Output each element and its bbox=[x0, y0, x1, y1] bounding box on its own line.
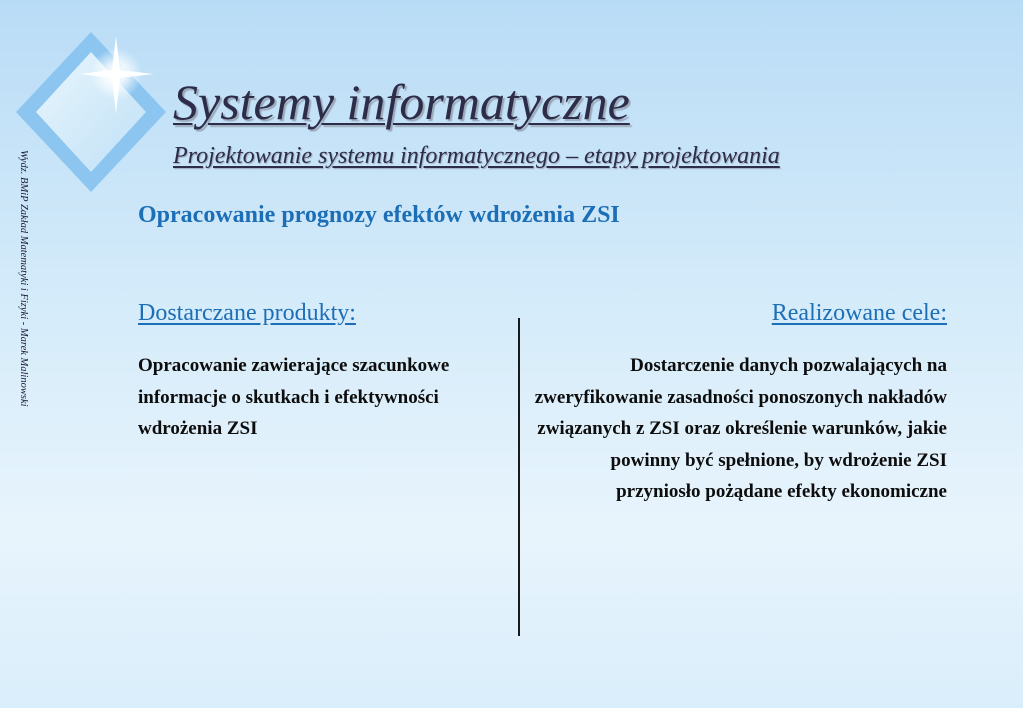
products-heading: Dostarczane produkty: bbox=[138, 300, 356, 326]
page-subtitle: Projektowanie systemu informatycznego – etapy projektowania bbox=[173, 143, 780, 169]
author-side-text: Wydz. BMiP Zakład Matematyki i Fizyki - Marek Malinowski bbox=[18, 150, 29, 407]
page-title: Systemy informatyczne bbox=[173, 74, 630, 130]
column-divider bbox=[518, 318, 520, 636]
goals-heading: Realizowane cele: bbox=[771, 300, 947, 326]
section-heading: Opracowanie prognozy efektów wdrożenia ZSI bbox=[138, 202, 620, 228]
products-text: Opracowanie zawierające szacunkowe informacje o skutkach i efektywności wdrożenia ZSI bbox=[138, 355, 450, 439]
diamond-star-logo-icon bbox=[8, 22, 178, 202]
goals-text: Dostarczenie danych pozwalających na zweryfikowanie zasadności ponoszonych nakładów związanych z ZSI oraz określenie warunków, jakie powinny być spełnione, by wdrożenie ZSI przyniosło pożądane efekty ekonomiczne bbox=[534, 355, 947, 502]
